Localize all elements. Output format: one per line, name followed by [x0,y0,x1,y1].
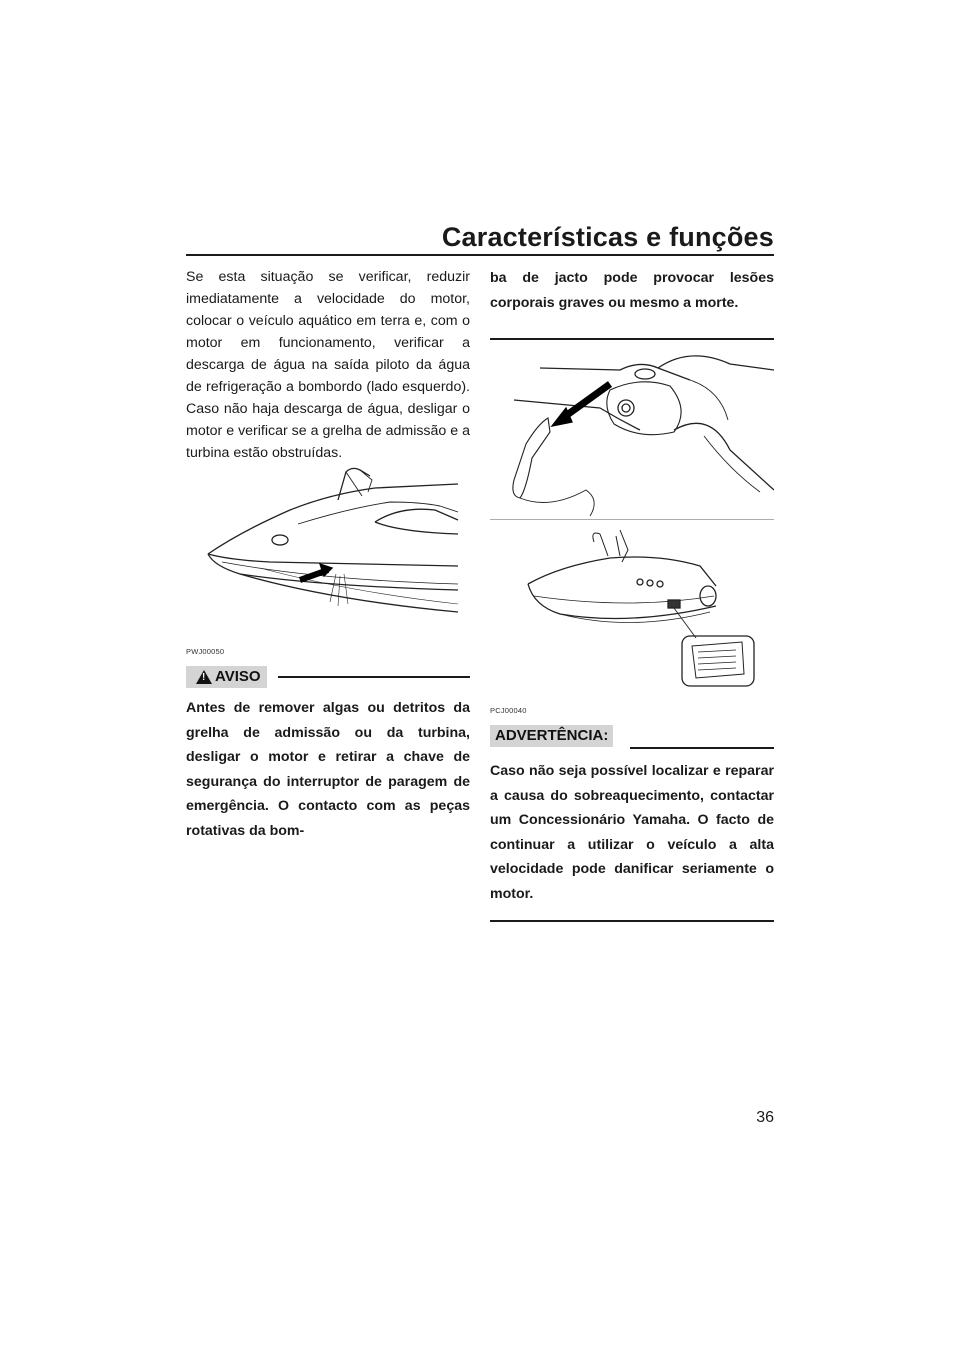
warning-rule [278,676,470,678]
safety-lanyard-illustration [490,340,774,520]
page-title: Características e funções [441,222,774,252]
caution-heading [490,725,774,749]
warning-text: Antes de remover algas ou detritos da grelha de admissão ou da turbina, desligar o motor e retirar a chave de segurança do interruptor de paragem de emergência. O contacto com as peças rotativas da bom- [186,700,470,839]
caution-rule [630,747,774,749]
warning-triangle-icon: ! [196,670,212,684]
advertencia-block [490,700,774,922]
warning-heading [186,666,470,688]
left-column [186,266,470,464]
aviso-block [186,641,470,843]
warning-continued-text: ba de jacto pode provocar lesões corporais graves ou mesmo a morte. [490,270,774,311]
jetski-outlet-closeup-illustration [520,526,760,694]
aviso-badge [186,666,267,688]
title-divider [186,254,774,256]
caution-end-rule [490,920,774,922]
warning-label: AVISO [215,668,261,685]
intro-paragraph: Se esta situação se verificar, reduzir imediatamente a velocidade do motor, colocar o veículo aquático em terra e, com o motor em funcionamento, verificar a descarga de água na saída piloto da água de refrigeração a bombordo (lado esquerdo). Caso não haja descarga de água, desligar o motor e verificar se a grelha de admissão e a turbina estão obstruídas. [186,269,470,461]
caution-badge: ADVERTÊNCIA: [490,725,613,747]
warning-code: PWJ00050 [186,647,225,656]
caution-code: PCJ00040 [490,706,527,715]
page-number: 36 [756,1109,774,1126]
jetski-outlet-illustration [200,462,460,630]
right-column [490,266,774,340]
caution-text: Caso não seja possível localizar e reparar a causa do sobreaquecimento, contactar um Concessionário Yamaha. O facto de continuar a utilizar o veículo a alta velocidade pode danificar seriamente o motor. [490,763,774,902]
